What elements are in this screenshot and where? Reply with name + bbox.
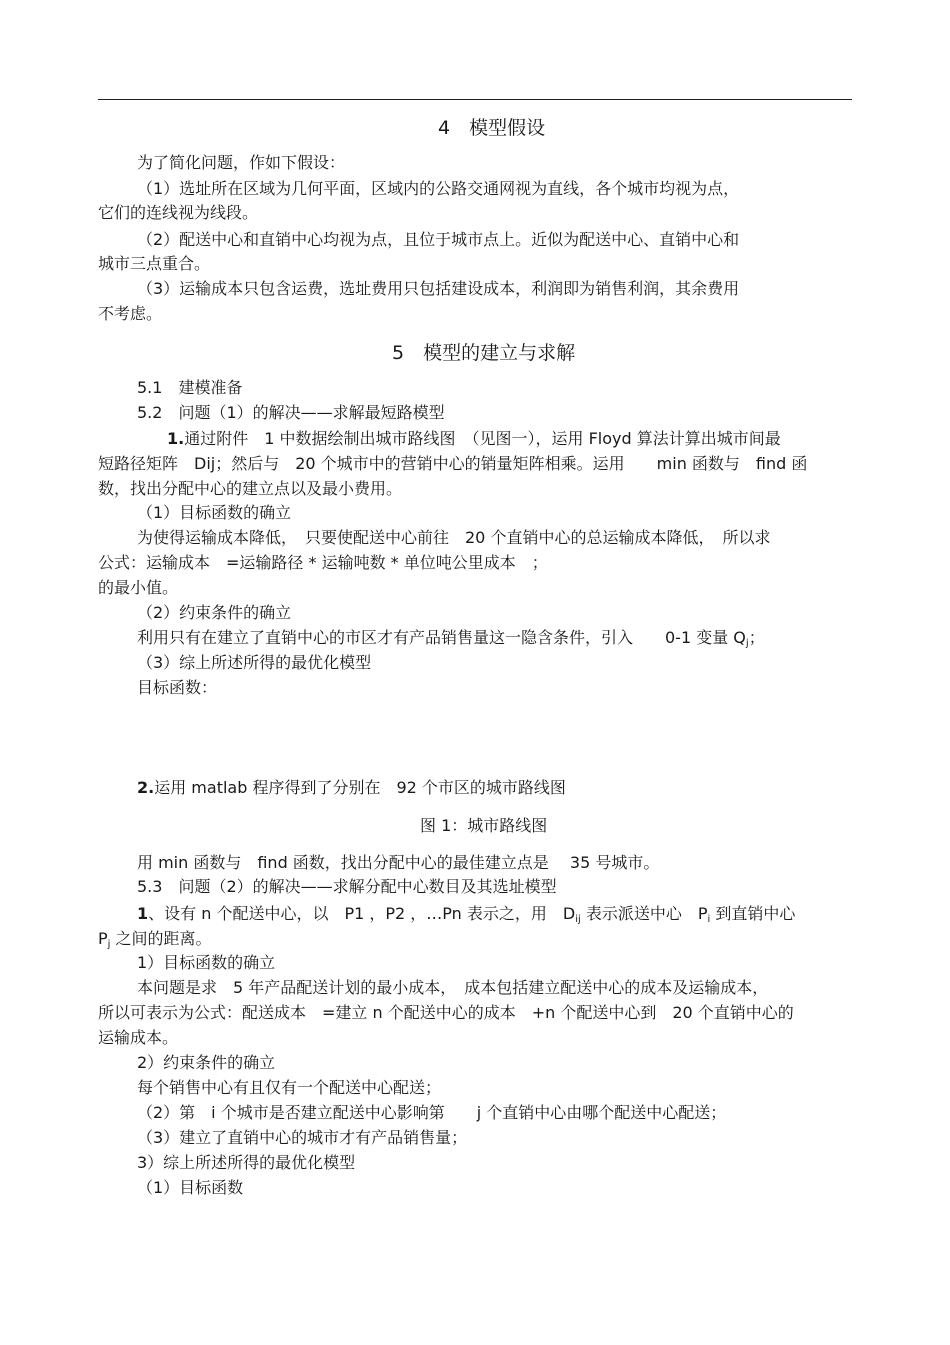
objective-2-line-2: 所以可表示为公式：配送成本 =建立 n 个配送中心的成本 +n 个配送中心到 20 个直销中心的	[98, 1003, 794, 1022]
subscript: j	[745, 638, 749, 649]
header-rule	[98, 99, 852, 100]
constraint-2-item-3: （3）建立了直销中心的城市才有产品销售量；	[137, 1128, 468, 1147]
assumption-2-line-2: 城市三点重合。	[98, 254, 211, 273]
subscript: ij	[575, 914, 581, 925]
assumption-2-line-1: （2）配送中心和直销中心均视为点，且位于城市点上。近似为配送中心、直销中心和	[137, 230, 740, 249]
objective-1-line-2: 公式：运输成本 =运输路径 * 运输吨数 * 单位吨公里成本 ；	[98, 553, 548, 572]
constraint-heading-2: 2）约束条件的确立	[137, 1053, 276, 1072]
paragraph-text: 通过附件 1 中数据绘制出城市路线图 （见图一），运用 Floyd 算法计算出城市间最	[184, 429, 781, 448]
objective-function-label-1: 目标函数：	[137, 678, 218, 697]
constraint-2-item-2: （2）第 i 个城市是否建立配送中心影响第 j 个直销中心由哪个配送中心配送；	[137, 1103, 727, 1122]
objective-heading-1: （1）目标函数的确立	[137, 503, 292, 522]
assumption-3-line-2: 不考虑。	[98, 304, 163, 323]
constraint-2-item-1: 每个销售中心有且仅有一个配送中心配送；	[137, 1078, 442, 1097]
assumption-intro: 为了简化问题，作如下假设：	[137, 153, 346, 172]
result-line: 用 min 函数与 find 函数，找出分配中心的最佳建立点是 35 号城市。	[137, 853, 660, 872]
paragraph-1-line-1	[167, 428, 781, 450]
figure-1-caption: 图 1：城市路线图	[420, 816, 548, 835]
constraint-heading-1: （2）约束条件的确立	[137, 603, 292, 622]
constraint-text: 利用只有在建立了直销中心的市区才有产品销售量这一隐含条件，引入 0-1 变量 Q	[137, 628, 746, 647]
objective-function-label-2: （1）目标函数	[137, 1178, 244, 1197]
section-4-heading: 4 模型假设	[438, 117, 546, 139]
text-part: 表示派送中心 P	[580, 904, 708, 923]
constraint-1-line-1	[137, 627, 765, 649]
section-5-heading: 5 模型的建立与求解	[392, 342, 576, 364]
text-part: 、设有 n 个配送中心，以 P1 ，P2 ，…Pn 表示之，用 D	[148, 904, 576, 923]
text-part: 到直销中心	[710, 904, 796, 923]
item-number: 1.	[167, 429, 185, 448]
item-number: 2.	[137, 778, 155, 797]
assumption-1-line-2: 它们的连线视为线段。	[98, 203, 259, 222]
problem-2-line-1	[137, 903, 795, 925]
text-part: 之间的距离。	[110, 929, 212, 948]
objective-heading-2: 1）目标函数的确立	[137, 953, 276, 972]
objective-1-line-3: 的最小值。	[98, 578, 179, 597]
subsection-5-1: 5.1 建模准备	[137, 378, 243, 397]
constraint-end: ；	[748, 628, 765, 647]
paragraph-1-line-2: 短路径矩阵 Dij；然后与 20 个城市中的营销中心的销量矩阵相乘。运用 min 函数与 find 函	[98, 454, 808, 473]
paragraph-2	[137, 777, 566, 799]
subsection-5-2: 5.2 问题（1）的解决——求解最短路模型	[137, 403, 445, 422]
objective-1-line-1: 为使得运输成本降低， 只要使配送中心前往 20 个直销中心的总运输成本降低， 所以求	[137, 528, 771, 547]
item-number: 1	[137, 904, 149, 923]
objective-2-line-1: 本问题是求 5 年产品配送计划的最小成本， 成本包括建立配送中心的成本及运输成本，	[137, 978, 769, 997]
problem-2-line-2	[98, 928, 212, 950]
subsection-5-3: 5.3 问题（2）的解决——求解分配中心数目及其选址模型	[137, 877, 557, 896]
optimization-heading-1: （3）综上所述所得的最优化模型	[137, 653, 372, 672]
paragraph-1-line-3: 数，找出分配中心的建立点以及最小费用。	[98, 479, 403, 498]
objective-2-line-3: 运输成本。	[98, 1028, 179, 1047]
subscript: i	[707, 914, 711, 925]
subscript: j	[107, 939, 111, 950]
paragraph-text: 运用 matlab 程序得到了分别在 92 个市区的城市路线图	[154, 778, 566, 797]
assumption-1-line-1: （1）选址所在区域为几何平面，区域内的公路交通网视为直线，各个城市均视为点，	[137, 179, 740, 198]
text-part: P	[98, 929, 108, 948]
optimization-heading-2: 3）综上所述所得的最优化模型	[137, 1153, 356, 1172]
assumption-3-line-1: （3）运输成本只包含运费，选址费用只包括建设成本，利润即为销售利润，其余费用	[137, 279, 740, 298]
